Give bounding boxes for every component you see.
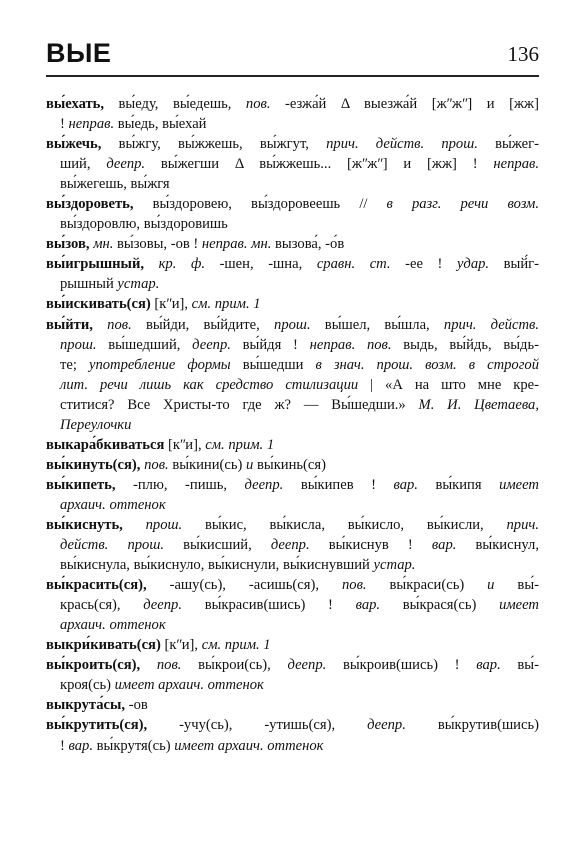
entry-text: [кʺи], [164, 436, 206, 453]
entry-line [46, 555, 539, 575]
entry-line [46, 635, 539, 655]
entry-label: прич. [506, 516, 539, 533]
entry-label: имеет [499, 476, 539, 493]
dictionary-entries [46, 94, 539, 756]
entry-label: неправ. [493, 156, 539, 173]
entry-text: вы́здоровею, вы́здоровеешь // [133, 196, 387, 213]
entry-label: пов. [245, 96, 271, 112]
entry-text: вы́киснул, [456, 537, 539, 554]
entry-label: неправ. пов. [309, 336, 392, 353]
entry-text: кроя(сь) [60, 677, 115, 694]
dictionary-entry [46, 234, 539, 254]
entry-text: вы́кини(сь) [168, 456, 247, 473]
entry-text: -учу(сь), -утишь(ся), [147, 717, 368, 734]
entry-headword: вы́кинуть(ся), [46, 456, 141, 473]
entry-line [46, 375, 539, 395]
entry-text: вы́еду, вы́едешь, [104, 96, 246, 112]
entry-headword: вы́йти, [46, 316, 93, 333]
entry-label: прич. действ. [443, 316, 539, 333]
entry-headword: вы́искивать(ся) [46, 296, 151, 313]
entry-label: сравн. ст. [316, 256, 391, 273]
entry-headword: выкара́бкиваться [46, 436, 165, 453]
entry-headword: вы́крутить(ся), [46, 717, 148, 734]
entry-label: вар. [431, 537, 457, 554]
entry-text: крась(ся), [60, 597, 144, 614]
entry-label: архаич. оттенок [60, 496, 166, 513]
entry-line [46, 736, 539, 756]
entry-headword: вы́красить(ся), [46, 577, 147, 594]
entry-text: вы́жгу, вы́жжешь, вы́жгут, [101, 136, 327, 153]
entry-label: прич. действ. прош. [326, 136, 478, 153]
entry-text: -ашу(сь), -асишь(ся), [146, 577, 342, 594]
entry-line [46, 595, 539, 615]
entry-text: вы́крутя(сь) [93, 737, 175, 754]
entry-line [46, 355, 539, 375]
entry-label: имеет архаич. оттенок [114, 677, 264, 694]
entry-line [46, 615, 539, 635]
entry-text: Δ [234, 156, 244, 173]
entry-label: см. прим. 1 [191, 296, 261, 313]
entry-line [46, 234, 539, 254]
entry-label: пов. [144, 456, 169, 473]
entry-text: вы́шедши [230, 356, 316, 373]
entry-text: вы́жжешь... [жʺжʺ] и [жж] ! [243, 156, 494, 173]
entry-label: прош. [60, 336, 97, 353]
entry-text: вы́едь, вы́ехай [114, 116, 207, 133]
entry-text: рышный [60, 276, 118, 293]
entry-label: в знач. прош. возм. в строгой [315, 356, 539, 373]
dictionary-entry [46, 635, 539, 655]
entry-text: Δ [340, 96, 350, 112]
dictionary-entry [46, 94, 539, 134]
entry-label: деепр. [143, 597, 183, 614]
entry-label: деепр. [367, 717, 406, 734]
entry-headword: вы́здороветь, [46, 196, 134, 213]
entry-text: вы́крутив(шись) [405, 717, 539, 734]
entry-headword: вы́зов, [46, 236, 90, 253]
entry-text: ститися? Все Христы-то где ж? — Вы́шедши.» [60, 396, 419, 413]
entry-line [46, 675, 539, 695]
page-header [46, 38, 539, 72]
entry-line [46, 475, 539, 495]
entry-label: в разг. речи возм. [386, 196, 539, 213]
entry-text: выезжа́й [жʺжʺ] и [жж] [349, 96, 539, 112]
entry-line [46, 495, 539, 515]
entry-label: неправ. [68, 116, 115, 133]
entry-label: Переулочки [60, 416, 132, 433]
entry-label: архаич. оттенок [60, 617, 166, 634]
entry-line [46, 154, 539, 174]
entry-line [46, 655, 539, 675]
dictionary-entry [46, 194, 539, 234]
entry-label: мн. [93, 236, 114, 253]
entry-line [46, 395, 539, 415]
dictionary-entry [46, 315, 539, 435]
entry-line [46, 194, 539, 214]
entry-text: вы́жег- [477, 136, 539, 153]
dictionary-entry [46, 435, 539, 455]
entry-headword: вы́игрышный, [46, 256, 145, 273]
entry-text [123, 517, 146, 533]
entry-line [46, 415, 539, 435]
entry-label: вар. [68, 737, 93, 754]
entry-text: вы́кис, вы́кисла, вы́кисло, вы́кисли, [182, 516, 507, 533]
entry-line [46, 515, 539, 535]
entry-line [46, 294, 539, 314]
entry-text: вы́йдя ! [230, 336, 310, 353]
entry-label: пов. [107, 316, 132, 333]
entry-headword: вы́кипеть, [46, 476, 116, 493]
entry-label: вар. [393, 476, 418, 493]
dictionary-entry [46, 254, 539, 294]
dictionary-entry [46, 655, 539, 695]
dictionary-entry [46, 515, 539, 575]
entry-text: вы́здоровлю, вы́здоровишь [60, 216, 228, 233]
entry-text: вы́красив(шись) ! [182, 597, 356, 614]
dictionary-entry [46, 475, 539, 515]
entry-line [46, 214, 539, 234]
entry-text: те; [60, 356, 89, 373]
entry-text: -ее ! [390, 256, 457, 273]
entry-headword: вы́ехать, [46, 96, 105, 112]
entry-headword: вы́киснуть, [46, 516, 123, 533]
entry-text: выдь, вы́йдь, вы́дь- [391, 336, 539, 353]
entry-text: вы́краси(сь) [366, 577, 488, 594]
entry-line [46, 695, 539, 715]
entry-text: вы́шел, вы́шла, [310, 316, 444, 333]
entry-text: -шен, -шна, [204, 256, 317, 273]
entry-line [46, 535, 539, 555]
entry-label: деепр. [106, 156, 146, 173]
entry-text: вы́кроив(шись) ! [326, 657, 477, 674]
entry-label: пов. [341, 577, 367, 594]
entry-label: употребление формы [88, 356, 231, 373]
entry-headword: вы́жечь, [46, 136, 102, 153]
entry-text: вы́кипя [417, 476, 500, 493]
entry-label: деепр. [270, 537, 310, 554]
entry-line [46, 335, 539, 355]
entry-line [46, 254, 539, 274]
entry-label: неправ. мн. [201, 236, 272, 253]
entry-line [46, 274, 539, 294]
entry-line [46, 315, 539, 335]
entry-label: прош. [274, 316, 311, 333]
entry-line [46, 94, 539, 114]
entry-label: деепр. [192, 336, 231, 353]
entry-label: деепр. [287, 657, 327, 674]
entry-text: | «А на што мне кре- [358, 376, 539, 393]
entry-text: вый́г- [489, 256, 539, 273]
entry-label: имеет архаич. оттенок [174, 737, 324, 754]
entry-label: удар. [457, 256, 490, 273]
entry-line [46, 575, 539, 595]
entry-text: вы́жегешь, вы́жгя [60, 176, 170, 193]
entry-text: вы́шедший, [96, 336, 193, 353]
entry-label: и [246, 456, 254, 473]
entry-label: действ. прош. [60, 537, 165, 554]
dictionary-entry [46, 455, 539, 475]
entry-text: ! [60, 116, 69, 133]
entry-text: вы́- [500, 657, 539, 674]
entry-label: имеет [499, 597, 539, 614]
entry-text [144, 256, 159, 272]
entry-text: вы́жегши [145, 156, 235, 173]
entry-text: вы́кисший, [164, 537, 271, 554]
entry-label: и [487, 577, 495, 594]
entry-text: -плю, -пишь, [115, 476, 245, 493]
entry-text: вы́кипев ! [283, 476, 394, 493]
entry-label: прош. [145, 516, 183, 533]
entry-text: вы́киснула, вы́киснуло, вы́киснули, вы́киснувший [60, 557, 374, 574]
entry-label: устар. [373, 557, 416, 574]
dictionary-entry [46, 715, 539, 755]
dictionary-entry [46, 575, 539, 635]
entry-headword: вы́кроить(ся), [46, 657, 141, 674]
dictionary-entry [46, 134, 539, 194]
dictionary-entry [46, 695, 539, 715]
entry-label: вар. [355, 597, 381, 614]
entry-line [46, 435, 539, 455]
entry-text: [кʺи], [150, 296, 192, 313]
entry-line [46, 174, 539, 194]
entry-text: вы́крои(сь), [181, 657, 288, 674]
entry-text: вы́кинь(ся) [253, 456, 326, 473]
entry-headword: выкрута́сы, [46, 697, 126, 714]
entry-label: см. прим. 1 [201, 637, 271, 654]
entry-line [46, 455, 539, 475]
entry-label: см. прим. 1 [205, 436, 275, 453]
entry-text: вы́киснув ! [309, 537, 432, 554]
entry-text [93, 317, 107, 333]
entry-text: вы́йди, вы́йдите, [131, 316, 275, 333]
entry-text: -ов [125, 697, 148, 714]
entry-label: М. И. Цветаева, [418, 396, 539, 413]
entry-text: вы́зовы, -ов ! [113, 236, 202, 253]
entry-line [46, 134, 539, 154]
entry-label: кр. ф. [158, 256, 205, 273]
entry-label: пов. [156, 657, 182, 674]
entry-label: лит. речи лишь как средство стилизации [60, 376, 359, 393]
entry-line [46, 114, 539, 134]
entry-label: деепр. [244, 476, 284, 493]
entry-line [46, 715, 539, 735]
running-headword: ВЫЕ [46, 38, 112, 68]
entry-label: устар. [117, 276, 160, 293]
entry-text: -езжа́й [270, 96, 341, 112]
entry-text: вы́крася(сь) [380, 597, 500, 614]
entry-label: вар. [476, 657, 501, 674]
dictionary-entry [46, 294, 539, 314]
entry-text: [кʺи], [160, 637, 202, 654]
header-rule [46, 75, 539, 77]
entry-text: вы́- [494, 577, 539, 594]
entry-headword: выкри́кивать(ся) [46, 637, 161, 654]
entry-text: вызова́, -о́в [271, 236, 345, 253]
entry-text: ! [60, 737, 69, 754]
page-number: 136 [507, 42, 539, 66]
entry-text: ший, [60, 156, 107, 173]
entry-text [140, 657, 157, 673]
